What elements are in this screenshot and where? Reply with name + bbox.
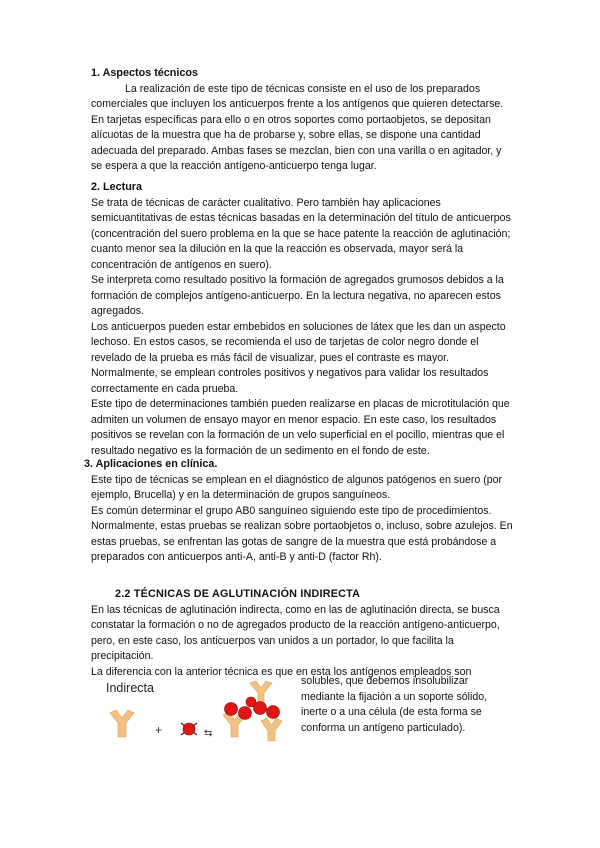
section-aglutinacion-indirecta bbox=[91, 587, 511, 680]
antigen-particle-icon bbox=[181, 723, 197, 735]
section-heading: 1. Aspectos técnicos bbox=[91, 67, 199, 79]
section-heading: 3. Aplicaciones en clínica. bbox=[84, 458, 218, 470]
figure-label: Indirecta bbox=[106, 681, 154, 695]
paragraph: En las técnicas de aglutinación indirecta, como en las de aglutinación directa, se busca constatar la formación o no de agregados producto de la reacción antígeno-anticuerpo, pero, en este caso, los anticuerpos van unidos a un portador, lo que facilita la precipitación. bbox=[91, 603, 500, 662]
paragraph: Este tipo de determinaciones también pueden realizarse en placas de microtitulación que admiten un volumen de ensayo mayor en menor espacio. En este caso, los resultados positivos se revelan con la formación de un velo superficial en el pocillo, mientras que el resultado negativo es la formación de un sedimento en el fondo de este. bbox=[91, 398, 510, 457]
paragraph: Se interpreta como resultado positivo la formación de agregados grumosos debidos a la formación de complejos antígeno-anticuerpo. En la lectura negativa, no aparecen estos agregados. bbox=[91, 274, 504, 317]
paragraph: Es común determinar el grupo AB0 sanguíneo siguiendo este tipo de procedimientos. Normalmente, estas pruebas se realizan sobre portaobjetos o, incluso, sobre azulejos. En estas pruebas, se enfrentan las gotas de sangre de la muestra que está probándose a preparados con anticuerpos anti-A, anti-B y anti-D (factor Rh). bbox=[91, 504, 513, 563]
plus-sign: + bbox=[155, 723, 163, 737]
paragraph: Se trata de técnicas de carácter cualitativo. Pero también hay aplicaciones semicuantitativas de estas técnicas basadas en la determinación del título de anticuerpos (concentración del suero problema en la que se hace patente la reacción de aglutinación; cuanto menor sea la dilución en la que la reacción es observada, mayor será la concentración de antígenos en suero). bbox=[91, 196, 511, 271]
section-aspectos-tecnicos bbox=[91, 66, 505, 175]
section-lectura bbox=[91, 180, 511, 459]
paragraph-wrap-text: solubles, que debemos insolubilizar mediante la fijación a un soporte sólido, inerte o a una célula (de esta forma se conforma un antígeno particulado). bbox=[301, 675, 488, 734]
paragraph: Este tipo de técnicas se emplean en el diagnóstico de algunos patógenos en suero (por ejemplo, Brucella) y en la determinación de grupos sanguíneos. bbox=[91, 473, 503, 501]
agglutination-complex-icon bbox=[223, 681, 282, 741]
paragraph: La realización de este tipo de técnicas consiste en el uso de los preparados comerciales que incluyen los anticuerpos frente a los antígenos que quieren detectarse. En tarjetas específicas para ello o en otros soportes como portaobjetos, se depositan alícuotas de la muestra que ha de probarse y, sobre ellas, se dispone una cantidad adecuada del preparado. Ambas fases se mezclan, bien con una varilla o en agitador, y se espera a que la reacción antígeno-anticuerpo tenga lugar. bbox=[91, 82, 504, 172]
section-heading: 2. Lectura bbox=[91, 181, 143, 193]
section-aplicaciones-clinica bbox=[84, 457, 514, 566]
paragraph: Los anticuerpos pueden estar embebidos en soluciones de látex que les dan un aspecto lechoso. En estos casos, se recomienda el uso de tarjetas de color negro donde el revelado de la prueba es más fácil de visualizar, pues el contraste es mayor. Normalmente, se emplean controles positivos y negativos para validar los resultados correctamente en cada prueba. bbox=[91, 320, 506, 395]
reaction-arrow-icon: ⇆ bbox=[204, 728, 213, 739]
section-heading: 2.2 TÉCNICAS DE AGLUTINACIÓN INDIRECTA bbox=[115, 588, 361, 600]
indirect-agglutination-figure bbox=[100, 677, 296, 749]
paragraph: La diferencia con la anterior técnica es que en esta los antígenos empleados son bbox=[91, 665, 472, 678]
antibody-icon bbox=[110, 710, 134, 737]
